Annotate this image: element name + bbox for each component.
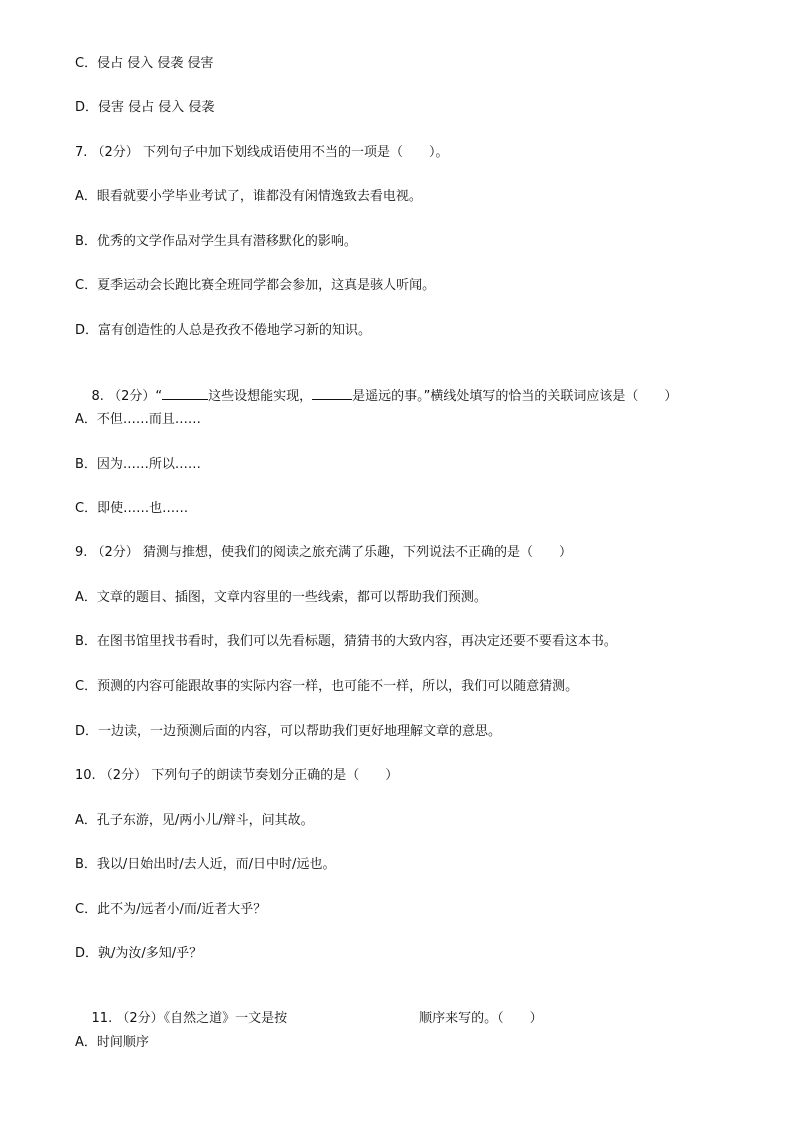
- q11-stem-suffix: 顺序来写的。（ ）: [419, 1011, 543, 1026]
- q11-stem-prefix: 11. （2分）《自然之道》一文是按: [91, 1011, 288, 1026]
- q11-option-a: A．时间顺序: [75, 1035, 149, 1050]
- q8-stem: [75, 365, 678, 404]
- q10-stem: 10. （2分） 下列句子的朗读节奏划分正确的是（ ）: [75, 768, 399, 783]
- q9-option-b: B．在图书馆里找书看时，我们可以先看标题，猜猜书的大致内容，再决定还要不要看这本书。: [75, 634, 617, 649]
- q7-option-a: A．眼看就要小学毕业考试了，谁都没有闲情逸致去看电视。: [75, 189, 422, 204]
- q8-stem-middle: 这些设想能实现，: [208, 389, 313, 404]
- q9-option-d: D．一边读，一边预测后面的内容，可以帮助我们更好地理解文章的意思。: [75, 724, 502, 739]
- q8-stem-suffix: 是遥远的事。”横线处填写的恰当的关联词应该是（ ）: [352, 389, 678, 404]
- q10-option-d: D．孰/为汝/多知/乎？: [75, 946, 203, 961]
- q11-stem: [75, 989, 543, 1026]
- q8-option-c: C．即使……也……: [75, 501, 189, 516]
- q8-option-b: B．因为……所以……: [75, 457, 201, 472]
- q7-option-d: D．富有创造性的人总是孜孜不倦地学习新的知识。: [75, 323, 372, 338]
- q6-option-c: C．侵占 侵入 侵袭 侵害: [75, 56, 214, 71]
- q8-blank-1: [162, 385, 208, 400]
- q8-option-a: A．不但……而且……: [75, 412, 201, 427]
- q9-option-a: A．文章的题目、插图，文章内容里的一些线索，都可以帮助我们预测。: [75, 590, 487, 605]
- q10-option-c: C．此不为/远者小/而/近者大乎？: [75, 902, 267, 917]
- q9-stem: 9. （2分） 猜测与推想，使我们的阅读之旅充满了乐趣，下列说法不正确的是（ ）: [75, 545, 572, 560]
- q10-option-a: A．孔子东游，见/两小儿/辩斗，问其故。: [75, 813, 314, 828]
- q6-option-d: D．侵害 侵占 侵入 侵袭: [75, 100, 215, 115]
- q7-option-c: C．夏季运动会长跑比赛全班同学都会参加，这真是骇人听闻。: [75, 278, 436, 293]
- q8-blank-2: [312, 385, 352, 400]
- q10-option-b: B．我以/日始出时/去人近，而/日中时/远也。: [75, 857, 336, 872]
- q7-stem: 7. （2分） 下列句子中加下划线成语使用不当的一项是（ ）。: [75, 145, 449, 160]
- q7-option-b: B．优秀的文学作品对学生具有潜移默化的影响。: [75, 234, 357, 249]
- q8-stem-prefix: 8. （2分）“: [91, 389, 163, 404]
- q9-option-c: C．预测的内容可能跟故事的实际内容一样，也可能不一样，所以，我们可以随意猜测。: [75, 679, 579, 694]
